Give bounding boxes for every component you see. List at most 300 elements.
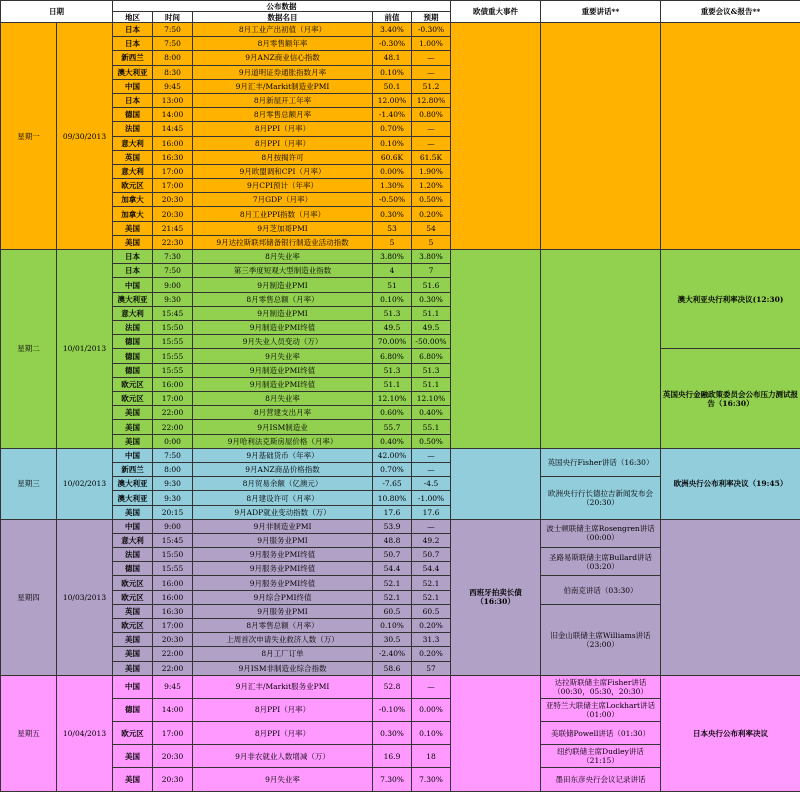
- previous-value: -1.40%: [373, 108, 412, 122]
- previous-value: 60.5: [373, 604, 412, 618]
- forecast-value: 0.20%: [412, 207, 451, 221]
- speech: 墨田东彦央行会议记录讲话: [541, 768, 661, 791]
- speech: 欧洲央行行长德拉吉新闻发布会（20:30）: [541, 477, 661, 520]
- date: 10/03/2013: [57, 519, 113, 675]
- region: 德国: [113, 562, 153, 576]
- forecast-value: 7.30%: [412, 768, 451, 791]
- data-item: 9月达拉斯联邦储备银行制造业活动指数: [193, 235, 373, 249]
- region: 欧元区: [113, 590, 153, 604]
- region: 美国: [113, 768, 153, 791]
- weekday: 星期三: [1, 448, 57, 519]
- region: 中国: [113, 448, 153, 462]
- forecast-value: 0.00%: [412, 698, 451, 721]
- data-item: 9月ANZ商品价格指数: [193, 463, 373, 477]
- table-row: [1, 23, 800, 37]
- euro-debt-event: [451, 23, 541, 250]
- previous-value: 48.1: [373, 51, 412, 65]
- data-item: 8月建设许可（月率）: [193, 491, 373, 505]
- time: 21:45: [153, 221, 193, 235]
- forecast-value: 1.00%: [412, 37, 451, 51]
- forecast-value: 54.4: [412, 562, 451, 576]
- previous-value: 52.8: [373, 675, 412, 698]
- data-item: 8月PPI（月率）: [193, 722, 373, 745]
- region: 法国: [113, 122, 153, 136]
- forecast-value: 51.1: [412, 377, 451, 391]
- region: 欧元区: [113, 377, 153, 391]
- region: 新西兰: [113, 51, 153, 65]
- region: 美国: [113, 505, 153, 519]
- previous-value: 16.9: [373, 745, 412, 768]
- data-item: 9月非制造业PMI: [193, 519, 373, 533]
- time: 14:00: [153, 698, 193, 721]
- data-item: 9月服务业PMI终值: [193, 576, 373, 590]
- date: 10/02/2013: [57, 448, 113, 519]
- data-item: 9月基础货币（年率）: [193, 448, 373, 462]
- time: 15:50: [153, 321, 193, 335]
- previous-value: 0.70%: [373, 122, 412, 136]
- forecast-value: 51.6: [412, 278, 451, 292]
- previous-value: 1.30%: [373, 179, 412, 193]
- time: 17:00: [153, 722, 193, 745]
- forecast-value: 6.80%: [412, 349, 451, 363]
- data-item: 8月失业率: [193, 250, 373, 264]
- speech: 亚特兰大联储主席Lockhart讲话（01:00）: [541, 698, 661, 721]
- forecast-value: 49.2: [412, 533, 451, 547]
- region: 澳大利亚: [113, 491, 153, 505]
- previous-value: 0.70%: [373, 463, 412, 477]
- data-item: 9月汇丰/Markit制造业PMI: [193, 79, 373, 93]
- header-date: 日期: [1, 1, 113, 23]
- forecast-value: —: [412, 65, 451, 79]
- data-item: 8月失业率: [193, 392, 373, 406]
- previous-value: -0.10%: [373, 698, 412, 721]
- speech: 旧金山联储主席Williams讲话（23:00）: [541, 604, 661, 675]
- data-item: 9月失业人员变动（万）: [193, 335, 373, 349]
- data-item: 9月ISM制造业: [193, 420, 373, 434]
- header-speeches: 重要讲话**: [541, 1, 661, 23]
- speech: 美联储Powell讲话（01:30）: [541, 722, 661, 745]
- data-item: 8月新屋开工年率: [193, 93, 373, 107]
- forecast-value: —: [412, 51, 451, 65]
- previous-value: 17.6: [373, 505, 412, 519]
- header-region: 地区: [113, 12, 153, 23]
- data-item: 8月PPI（月率）: [193, 122, 373, 136]
- forecast-value: 51.1: [412, 306, 451, 320]
- speech: [541, 23, 661, 250]
- time: 15:55: [153, 349, 193, 363]
- time: 9:30: [153, 477, 193, 491]
- forecast-value: —: [412, 448, 451, 462]
- forecast-value: 31.3: [412, 633, 451, 647]
- previous-value: 0.10%: [373, 136, 412, 150]
- region: 美国: [113, 406, 153, 420]
- region: 日本: [113, 37, 153, 51]
- meeting: 澳大利亚央行利率决议(12:30): [661, 250, 800, 349]
- speech: 纽约联储主席Dudley讲话（21:15）: [541, 745, 661, 768]
- date: 09/30/2013: [57, 23, 113, 250]
- time: 22:00: [153, 406, 193, 420]
- time: 15:55: [153, 562, 193, 576]
- region: 德国: [113, 349, 153, 363]
- speech: 达拉斯联储主席Fisher讲话（00:30，05:30，20:30）: [541, 675, 661, 698]
- data-item: 9月服务业PMI终值: [193, 562, 373, 576]
- region: 加拿大: [113, 193, 153, 207]
- forecast-value: 12.10%: [412, 392, 451, 406]
- forecast-value: 0.50%: [412, 193, 451, 207]
- header-time: 时间: [153, 12, 193, 23]
- previous-value: 52.1: [373, 590, 412, 604]
- meeting: 英国央行金融政策委员会公布压力测试报告（16:30）: [661, 349, 800, 448]
- euro-debt-event: [451, 250, 541, 449]
- forecast-value: 54: [412, 221, 451, 235]
- previous-value: 49.5: [373, 321, 412, 335]
- previous-value: 53: [373, 221, 412, 235]
- previous-value: 12.00%: [373, 93, 412, 107]
- time: 20:30: [153, 633, 193, 647]
- region: 英国: [113, 604, 153, 618]
- forecast-value: -0.30%: [412, 23, 451, 37]
- date: 10/04/2013: [57, 675, 113, 791]
- data-item: 7月GDP（月率）: [193, 193, 373, 207]
- time: 13:00: [153, 93, 193, 107]
- data-item: 8月PPI（月率）: [193, 698, 373, 721]
- data-item: 8月按揭许可: [193, 150, 373, 164]
- data-item: 8月贸易余额（亿澳元）: [193, 477, 373, 491]
- time: 15:45: [153, 306, 193, 320]
- forecast-value: 61.5K: [412, 150, 451, 164]
- header-item: 数据名目: [193, 12, 373, 23]
- time: 16:30: [153, 150, 193, 164]
- time: 22:00: [153, 661, 193, 675]
- previous-value: 0.30%: [373, 207, 412, 221]
- region: 意大利: [113, 533, 153, 547]
- region: 美国: [113, 745, 153, 768]
- forecast-value: 3.80%: [412, 250, 451, 264]
- time: 20:30: [153, 768, 193, 791]
- previous-value: 5: [373, 235, 412, 249]
- forecast-value: 55.1: [412, 420, 451, 434]
- forecast-value: -50.00%: [412, 335, 451, 349]
- forecast-value: —: [412, 122, 451, 136]
- data-item: 9月制造业PMI终值: [193, 363, 373, 377]
- time: 22:30: [153, 235, 193, 249]
- previous-value: 48.8: [373, 533, 412, 547]
- time: 16:00: [153, 576, 193, 590]
- data-item: 9月芝加哥PMI: [193, 221, 373, 235]
- previous-value: 12.10%: [373, 392, 412, 406]
- previous-value: -0.30%: [373, 37, 412, 51]
- forecast-value: 0.10%: [412, 722, 451, 745]
- header-published-data: 公布数据: [113, 1, 451, 12]
- previous-value: 50.7: [373, 548, 412, 562]
- region: 新西兰: [113, 463, 153, 477]
- previous-value: 55.7: [373, 420, 412, 434]
- data-item: 8月工业产出初值（月率）: [193, 23, 373, 37]
- region: 意大利: [113, 306, 153, 320]
- time: 16:00: [153, 590, 193, 604]
- region: 美国: [113, 235, 153, 249]
- time: 16:30: [153, 604, 193, 618]
- time: 7:50: [153, 448, 193, 462]
- data-item: 9月ADP就业变动指数（万）: [193, 505, 373, 519]
- previous-value: -2.40%: [373, 647, 412, 661]
- region: 中国: [113, 519, 153, 533]
- previous-value: 0.30%: [373, 722, 412, 745]
- euro-debt-event: [451, 448, 541, 519]
- time: 8:00: [153, 51, 193, 65]
- previous-value: 4: [373, 264, 412, 278]
- region: 意大利: [113, 136, 153, 150]
- speech: 英国央行Fisher讲话（16:30）: [541, 448, 661, 476]
- region: 美国: [113, 647, 153, 661]
- time: 7:50: [153, 264, 193, 278]
- time: 17:00: [153, 164, 193, 178]
- data-item: 第三季度短观大型制造业指数: [193, 264, 373, 278]
- time: 9:30: [153, 292, 193, 306]
- data-item: 8月工厂订单: [193, 647, 373, 661]
- meeting: [661, 519, 800, 675]
- table-row: [1, 675, 800, 698]
- region: 中国: [113, 79, 153, 93]
- previous-value: 3.80%: [373, 250, 412, 264]
- previous-value: 51.3: [373, 306, 412, 320]
- forecast-value: —: [412, 463, 451, 477]
- time: 16:00: [153, 136, 193, 150]
- data-item: 9月非农就业人数增减（万）: [193, 745, 373, 768]
- previous-value: 58.6: [373, 661, 412, 675]
- time: 16:00: [153, 377, 193, 391]
- speech: [541, 250, 661, 449]
- data-item: 9月服务业PMI: [193, 533, 373, 547]
- time: 22:00: [153, 647, 193, 661]
- region: 美国: [113, 434, 153, 448]
- data-item: 9月CPI预计（年率）: [193, 179, 373, 193]
- data-item: 8月零售总额（月率）: [193, 618, 373, 632]
- time: 20:30: [153, 745, 193, 768]
- forecast-value: 12.80%: [412, 93, 451, 107]
- region: 美国: [113, 420, 153, 434]
- previous-value: 53.9: [373, 519, 412, 533]
- data-item: 9月综合PMI终值: [193, 590, 373, 604]
- meeting: 欧洲央行公布利率决议（19:45）: [661, 448, 800, 519]
- forecast-value: 51.2: [412, 79, 451, 93]
- region: 日本: [113, 250, 153, 264]
- forecast-value: 50.7: [412, 548, 451, 562]
- previous-value: -7.65: [373, 477, 412, 491]
- forecast-value: 0.20%: [412, 647, 451, 661]
- previous-value: 6.80%: [373, 349, 412, 363]
- data-item: 9月制造业PMI终值: [193, 321, 373, 335]
- time: 7:30: [153, 250, 193, 264]
- time: 20:30: [153, 207, 193, 221]
- speech: 伯南克讲话（03:30）: [541, 576, 661, 604]
- time: 0:00: [153, 434, 193, 448]
- time: 15:55: [153, 335, 193, 349]
- table-row: [1, 448, 800, 462]
- region: 澳大利亚: [113, 292, 153, 306]
- time: 17:00: [153, 392, 193, 406]
- header-euro-debt-events: 欧债重大事件: [451, 1, 541, 23]
- data-item: 8月零售总额月率: [193, 108, 373, 122]
- time: 15:50: [153, 548, 193, 562]
- header-forecast: 预期: [412, 12, 451, 23]
- previous-value: 7.30%: [373, 768, 412, 791]
- previous-value: 54.4: [373, 562, 412, 576]
- forecast-value: —: [412, 136, 451, 150]
- time: 20:30: [153, 193, 193, 207]
- forecast-value: —: [412, 675, 451, 698]
- time: 9:00: [153, 278, 193, 292]
- time: 8:30: [153, 65, 193, 79]
- region: 法国: [113, 548, 153, 562]
- forecast-value: 1.20%: [412, 179, 451, 193]
- previous-value: 10.80%: [373, 491, 412, 505]
- region: 欧元区: [113, 179, 153, 193]
- previous-value: 3.40%: [373, 23, 412, 37]
- previous-value: 0.10%: [373, 292, 412, 306]
- previous-value: 42.00%: [373, 448, 412, 462]
- forecast-value: -1.00%: [412, 491, 451, 505]
- forecast-value: 0.50%: [412, 434, 451, 448]
- previous-value: 52.1: [373, 576, 412, 590]
- time: 17:00: [153, 179, 193, 193]
- forecast-value: 60.5: [412, 604, 451, 618]
- region: 中国: [113, 278, 153, 292]
- header-meetings: 重要会议&报告**: [661, 1, 800, 23]
- region: 日本: [113, 23, 153, 37]
- region: 欧元区: [113, 392, 153, 406]
- forecast-value: 52.1: [412, 576, 451, 590]
- region: 德国: [113, 335, 153, 349]
- data-item: 9月哈利法克斯房屋价格（月率）: [193, 434, 373, 448]
- previous-value: 0.40%: [373, 434, 412, 448]
- previous-value: 0.00%: [373, 164, 412, 178]
- time: 14:45: [153, 122, 193, 136]
- previous-value: 51.1: [373, 377, 412, 391]
- data-item: 9月汇丰/Markit服务业PMI: [193, 675, 373, 698]
- meeting: 日本央行公布利率决议: [661, 675, 800, 791]
- region: 欧元区: [113, 576, 153, 590]
- forecast-value: 52.1: [412, 590, 451, 604]
- region: 美国: [113, 633, 153, 647]
- data-item: 上周首次申请失业救济人数（万）: [193, 633, 373, 647]
- time: 20:15: [153, 505, 193, 519]
- time: 9:30: [153, 491, 193, 505]
- forecast-value: -4.5: [412, 477, 451, 491]
- time: 22:00: [153, 420, 193, 434]
- data-item: 9月服务业PMI: [193, 604, 373, 618]
- region: 意大利: [113, 164, 153, 178]
- previous-value: 70.00%: [373, 335, 412, 349]
- previous-value: 60.6K: [373, 150, 412, 164]
- data-item: 9月道明证券通胀指数月率: [193, 65, 373, 79]
- time: 15:55: [153, 363, 193, 377]
- header-prev: 前值: [373, 12, 412, 23]
- data-item: 8月零售总额（月率）: [193, 292, 373, 306]
- time: 15:45: [153, 533, 193, 547]
- previous-value: -0.50%: [373, 193, 412, 207]
- previous-value: 30.5: [373, 633, 412, 647]
- euro-debt-event: 西班牙拍卖长债（16:30）: [451, 519, 541, 675]
- forecast-value: 57: [412, 661, 451, 675]
- time: 17:00: [153, 618, 193, 632]
- region: 美国: [113, 661, 153, 675]
- weekday: 星期五: [1, 675, 57, 791]
- forecast-value: 17.6: [412, 505, 451, 519]
- forecast-value: 18: [412, 745, 451, 768]
- data-item: 9月失业率: [193, 768, 373, 791]
- forecast-value: 0.30%: [412, 292, 451, 306]
- data-item: 8月PPI（月率）: [193, 136, 373, 150]
- region: 德国: [113, 108, 153, 122]
- region: 德国: [113, 698, 153, 721]
- region: 美国: [113, 221, 153, 235]
- weekday: 星期二: [1, 250, 57, 449]
- region: 欧元区: [113, 618, 153, 632]
- forecast-value: 49.5: [412, 321, 451, 335]
- region: 英国: [113, 150, 153, 164]
- time: 9:45: [153, 675, 193, 698]
- region: 日本: [113, 93, 153, 107]
- region: 澳大利亚: [113, 65, 153, 79]
- speech: 圣路易斯联储主席Bullard讲话（03:20）: [541, 548, 661, 576]
- region: 日本: [113, 264, 153, 278]
- data-item: 9月ISM非制造业综合指数: [193, 661, 373, 675]
- data-item: 9月制造业PMI: [193, 278, 373, 292]
- region: 澳大利亚: [113, 477, 153, 491]
- data-item: 9月制造业PMI: [193, 306, 373, 320]
- previous-value: 51.3: [373, 363, 412, 377]
- previous-value: 50.1: [373, 79, 412, 93]
- previous-value: 0.10%: [373, 65, 412, 79]
- forecast-value: —: [412, 519, 451, 533]
- data-item: 8月零售额年率: [193, 37, 373, 51]
- region: 欧元区: [113, 722, 153, 745]
- previous-value: 51: [373, 278, 412, 292]
- previous-value: 0.10%: [373, 618, 412, 632]
- region: 德国: [113, 363, 153, 377]
- data-item: 8月营建支出月率: [193, 406, 373, 420]
- forecast-value: 51.3: [412, 363, 451, 377]
- time: 7:50: [153, 37, 193, 51]
- forecast-value: 0.20%: [412, 618, 451, 632]
- previous-value: 0.60%: [373, 406, 412, 420]
- data-item: 9月制造业PMI终值: [193, 377, 373, 391]
- data-item: 9月失业率: [193, 349, 373, 363]
- weekday: 星期四: [1, 519, 57, 675]
- forecast-value: 5: [412, 235, 451, 249]
- time: 9:00: [153, 519, 193, 533]
- region: 中国: [113, 675, 153, 698]
- forecast-value: 1.90%: [412, 164, 451, 178]
- date: 10/01/2013: [57, 250, 113, 449]
- table-row: [1, 250, 800, 264]
- forecast-value: 0.80%: [412, 108, 451, 122]
- data-item: 9月ANZ商业信心指数: [193, 51, 373, 65]
- speech: 波士顿联储主席Rosengren讲话（00:00）: [541, 519, 661, 547]
- region: 法国: [113, 321, 153, 335]
- forecast-value: 7: [412, 264, 451, 278]
- table-row: [1, 349, 800, 363]
- time: 14:00: [153, 108, 193, 122]
- euro-debt-event: [451, 675, 541, 791]
- time: 7:50: [153, 23, 193, 37]
- data-item: 8月工业PPI指数（月率）: [193, 207, 373, 221]
- region: 加拿大: [113, 207, 153, 221]
- table-row: [1, 519, 800, 533]
- data-item: 9月欧盟调和CPI（月率）: [193, 164, 373, 178]
- time: 9:45: [153, 79, 193, 93]
